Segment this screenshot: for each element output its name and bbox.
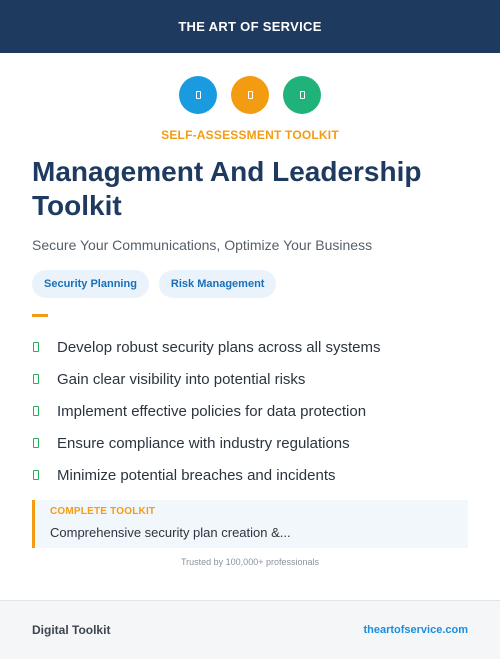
feature-text: Implement effective policies for data protection — [57, 402, 367, 420]
doc-icon — [179, 76, 217, 114]
complete-toolkit-callout — [32, 500, 468, 548]
subtitle: Secure Your Communications, Optimize Your Business — [32, 237, 373, 253]
website-link[interactable]: theartofservice.com — [363, 624, 468, 636]
check-icon — [33, 374, 39, 384]
footer-label: Digital Toolkit — [32, 623, 111, 637]
tag-security-planning: Security Planning — [32, 270, 149, 298]
kicker-label: SELF-ASSESSMENT TOOLKIT — [161, 128, 339, 142]
check-icon — [33, 438, 39, 448]
check-icon — [33, 342, 39, 352]
brand-name: THE ART OF SERVICE — [178, 19, 322, 34]
icon-row — [0, 76, 500, 114]
footer — [0, 600, 500, 659]
list-item — [32, 363, 380, 395]
trust-note: Trusted by 100,000+ professionals — [180, 557, 319, 567]
callout-label: COMPLETE TOOLKIT — [50, 506, 156, 517]
doc-icon — [283, 76, 321, 114]
feature-text: Develop robust security plans across all systems — [57, 338, 381, 356]
feature-text: Gain clear visibility into potential risks — [57, 370, 306, 388]
check-icon — [33, 406, 39, 416]
list-item — [32, 331, 380, 363]
doc-icon — [231, 76, 269, 114]
accent-divider — [32, 314, 48, 317]
page-title: Management And Leadership Toolkit — [32, 156, 422, 221]
feature-text: Ensure compliance with industry regulations — [57, 434, 350, 452]
check-icon — [33, 470, 39, 480]
top-banner — [0, 0, 500, 53]
list-item — [32, 427, 380, 459]
list-item — [32, 395, 380, 427]
tag-risk-management: Risk Management — [159, 270, 277, 298]
feature-list — [32, 331, 380, 491]
list-item — [32, 459, 380, 491]
tag-list — [32, 270, 276, 298]
feature-text: Minimize potential breaches and incidents — [57, 466, 336, 484]
callout-text: Comprehensive security plan creation &... — [50, 525, 291, 540]
